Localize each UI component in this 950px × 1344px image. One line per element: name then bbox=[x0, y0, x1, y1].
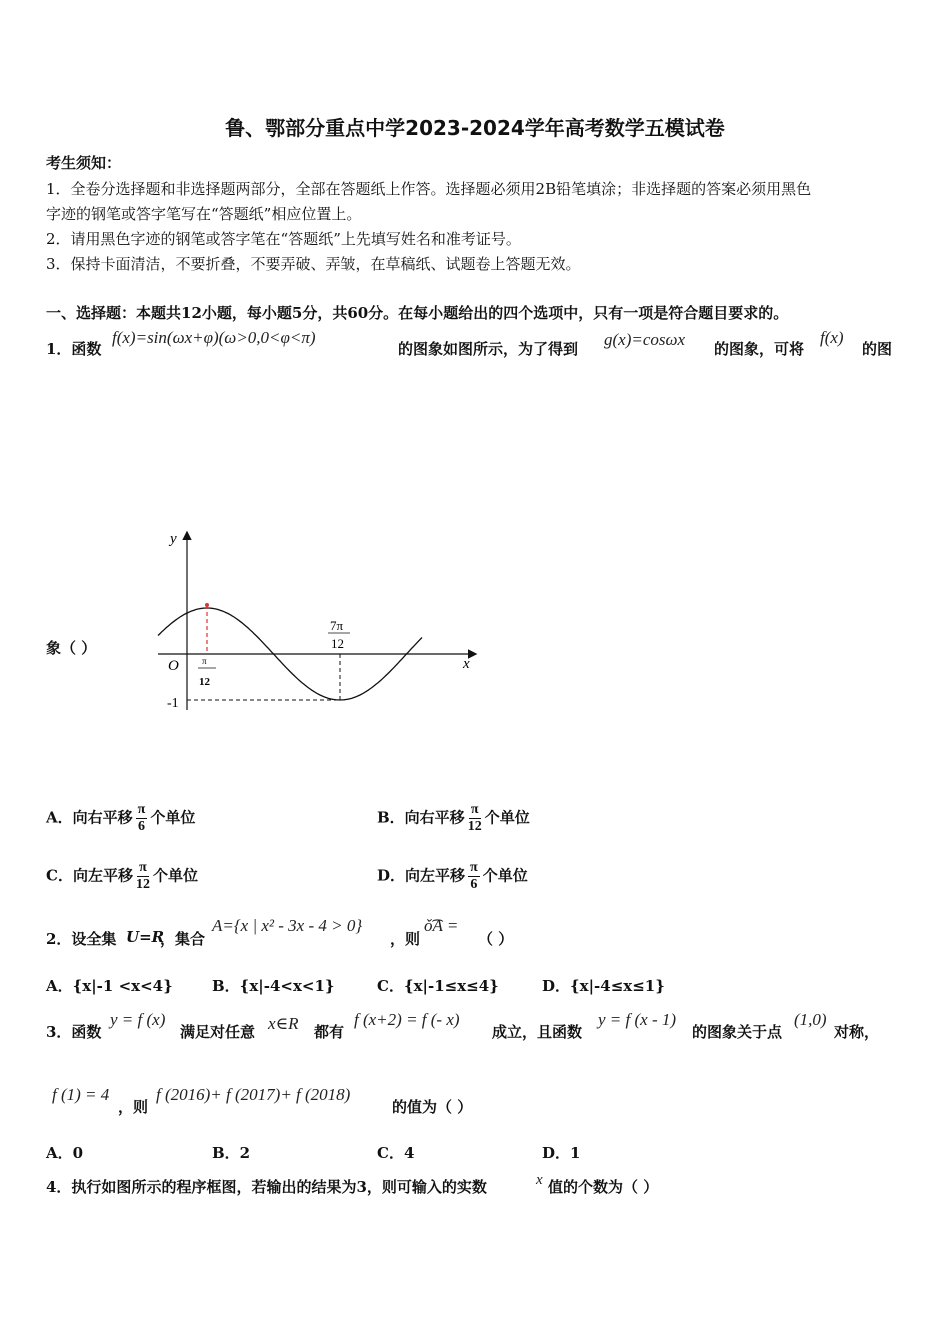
q1-option-d[interactable]: D．向左平移 $\frac{\pi}{6}$ 个单位 bbox=[377, 860, 528, 892]
q4-text1: 4．执行如图所示的程序框图，若输出的结果为3，则可输入的实数 bbox=[46, 1178, 487, 1196]
q2-then: ，则 bbox=[390, 930, 421, 948]
q1-mid: 的图象如图所示，为了得到 bbox=[398, 340, 579, 358]
q2-option-b[interactable]: B．{x|-4<x<1} bbox=[212, 977, 335, 995]
notice-item: 3．保持卡面清洁，不要折叠，不要弄破、弄皱，在草稿纸、试题卷上答题无效。 bbox=[46, 255, 581, 273]
pi-label: π bbox=[202, 656, 207, 666]
notice-item: 2．请用黑色字迹的钢笔或答字笔在“答题纸”上先填写姓名和准考证号。 bbox=[46, 230, 521, 248]
q2-paren: （ ） bbox=[478, 930, 514, 948]
q2-formula: A={x | x² - 3x - 4 > 0} bbox=[212, 916, 363, 935]
q1-option-c[interactable]: C．向左平移 $\frac{\pi}{12}$ 个单位 bbox=[46, 860, 198, 892]
q3-f2: x∈R bbox=[268, 1014, 299, 1033]
q3-option-d[interactable]: D．1 bbox=[542, 1144, 581, 1162]
q4-text2: 值的个数为（ ） bbox=[548, 1178, 659, 1196]
q2-set: U=R bbox=[126, 928, 165, 946]
q1-formula-f2: f(x) bbox=[820, 328, 844, 347]
seven-pi-label: 7π bbox=[330, 618, 344, 633]
q1-option-b[interactable]: B．向右平移 $\frac{\pi}{12}$ 个单位 bbox=[377, 802, 530, 834]
q3-f3: f (x+2) = f (- x) bbox=[354, 1010, 460, 1029]
q3-option-a[interactable]: A．0 bbox=[46, 1144, 84, 1162]
x-label: x bbox=[463, 656, 470, 672]
page-title: 鲁、鄂部分重点中学2023-2024学年高考数学五模试卷 bbox=[225, 116, 725, 140]
q3-f7: f (2016)+ f (2017)+ f (2018) bbox=[156, 1085, 351, 1104]
q1-mid2: 的图象，可将 bbox=[714, 340, 805, 358]
q3-f1: y = f (x) bbox=[110, 1010, 166, 1029]
q3-f5: (1,0) bbox=[794, 1010, 827, 1029]
q3-t4: 的图象关于点 bbox=[692, 1023, 783, 1041]
y-label: y bbox=[170, 531, 177, 547]
notice-item: 1．全卷分选择题和非选择题两部分，全部在答题纸上作答。选择题必须用2B铅笔填涂；非选择题的答案必须用黑色 bbox=[46, 180, 812, 198]
q3-t7: 的值为（ ） bbox=[392, 1098, 473, 1116]
q3-t3: 成立，且函数 bbox=[492, 1023, 583, 1041]
q2-option-a[interactable]: A．{x|-1 <x<4} bbox=[46, 977, 173, 995]
q3-prefix: 3．函数 bbox=[46, 1023, 102, 1041]
q3-f6: f (1) = 4 bbox=[52, 1085, 110, 1104]
max-point bbox=[205, 603, 209, 607]
sine-graph bbox=[150, 525, 490, 720]
origin-label: O bbox=[168, 658, 179, 674]
q3-option-c[interactable]: C．4 bbox=[377, 1144, 415, 1162]
notice-heading: 考生须知： bbox=[46, 154, 122, 172]
q2-option-c[interactable]: C．{x|-1≤x≤4} bbox=[377, 977, 499, 995]
q3-t2: 都有 bbox=[314, 1023, 345, 1041]
q2-option-d[interactable]: D．{x|-4≤x≤1} bbox=[542, 977, 665, 995]
q3-t6: ，则 bbox=[118, 1098, 149, 1116]
q3-option-b[interactable]: B．2 bbox=[212, 1144, 251, 1162]
q3-t1: 满足对任意 bbox=[180, 1023, 256, 1041]
q1-prefix: 1．函数 bbox=[46, 340, 102, 358]
q1-end: 的图 bbox=[862, 340, 893, 358]
q3-f4: y = f (x - 1) bbox=[598, 1010, 677, 1029]
section-heading: 一、选择题：本题共12小题，每小题5分，共60分。在每小题给出的四个选项中，只有一项是符合题目要求的。 bbox=[46, 304, 789, 322]
q3-t5: 对称， bbox=[834, 1023, 880, 1041]
q1-tail: 象（ ） bbox=[46, 639, 97, 657]
twelve-label: 12 bbox=[199, 676, 210, 688]
notice-item: 字迹的钢笔或答字笔写在“答题纸”相应位置上。 bbox=[46, 205, 362, 223]
neg1-label: -1 bbox=[167, 696, 179, 711]
q1-formula-f: f(x)=sin(ωx+φ)(ω>0,0<φ<π) bbox=[112, 328, 316, 347]
twelve2-label: 12 bbox=[331, 636, 344, 651]
q2-mid: ，集合 bbox=[160, 930, 206, 948]
q4-var: x bbox=[536, 1172, 543, 1188]
q2-prefix: 2．设全集 bbox=[46, 930, 117, 948]
q2-complement: ǒ͡A = bbox=[424, 916, 459, 935]
q1-option-a[interactable]: A．向右平移 $\frac{\pi}{6}$ 个单位 bbox=[46, 802, 196, 834]
q1-formula-g: g(x)=cosωx bbox=[604, 330, 686, 349]
